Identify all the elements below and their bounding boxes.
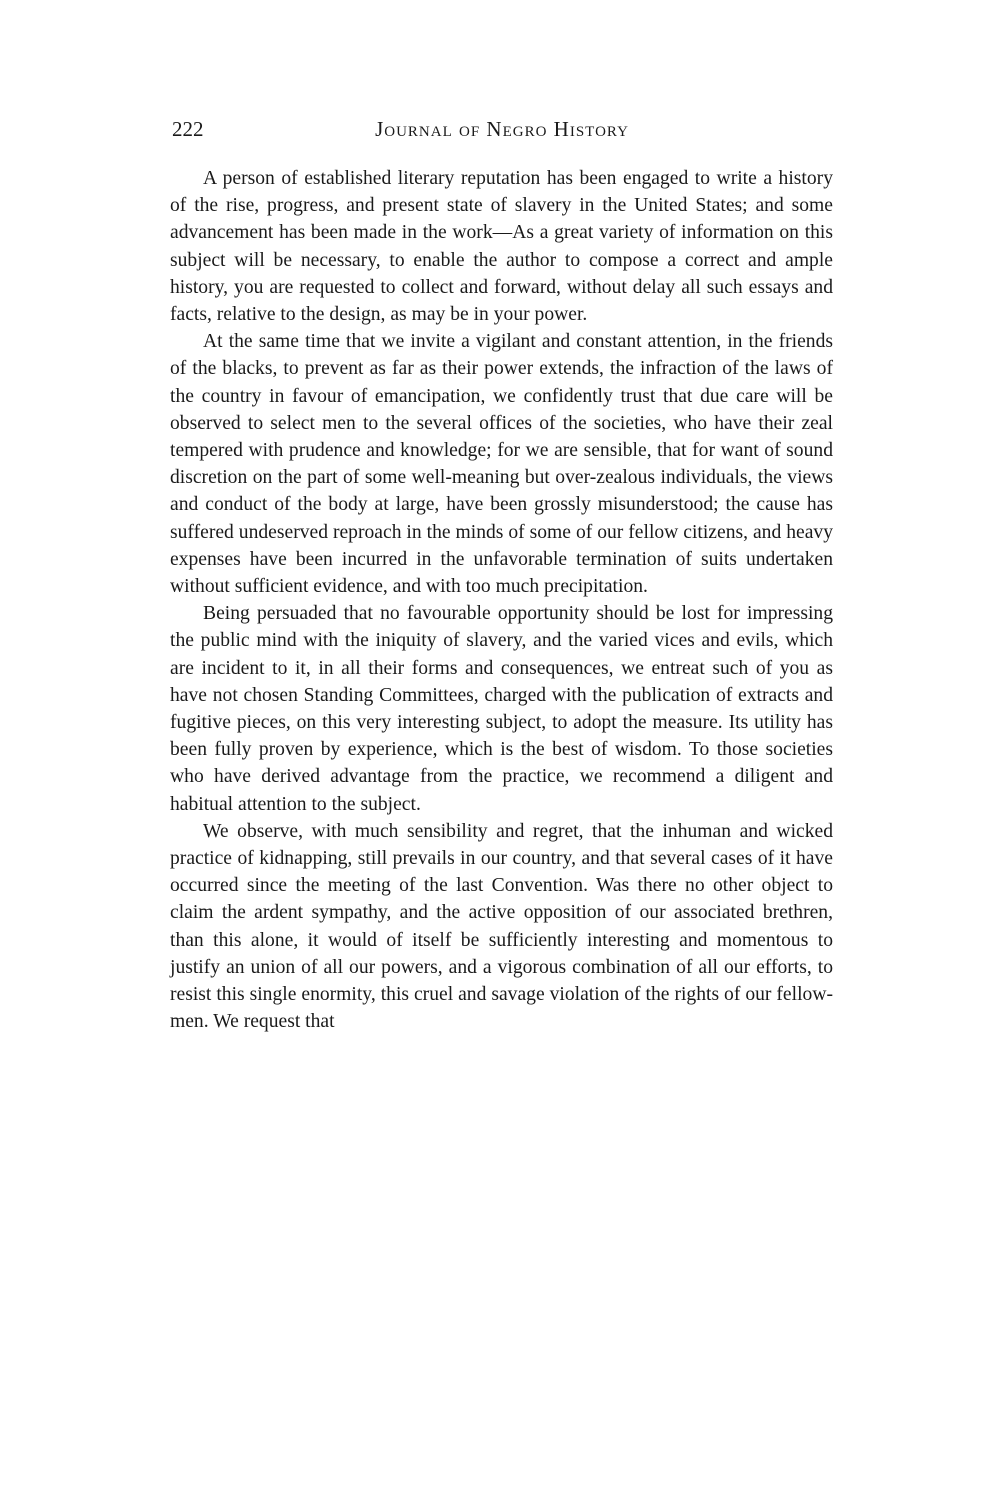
page-number: 222 bbox=[172, 117, 204, 141]
paragraph: We observe, with much sensibility and regret, that the inhuman and wicked practice of kidnapping, still prevails in our country, and that several cases of it have occurred since the meeting of the last Convention. Was there no other object to claim the ardent sympathy, and the active opposition of our associated brethren, than this alone, it would of itself be sufficiently interesting and momentous to justify an union of all our powers, and a vigorous combination of all our efforts, to resist this single enormity, this cruel and savage violation of the rights of our fellow-men. We request that bbox=[170, 820, 833, 1033]
paragraph: A person of established literary reputation has been engaged to write a history of the rise, progress, and present state of slavery in the United States; and some advancement has been made in the work—As a great variety of information on this subject will be necessary, to enable the author to compose a correct and ample history, you are requested to collect and forward, without delay all such essays and facts, relative to the design, as may be in your power. bbox=[170, 168, 833, 326]
body-text bbox=[170, 165, 833, 1036]
running-head bbox=[172, 114, 832, 144]
journal-title: Journal of Negro History bbox=[375, 117, 629, 141]
paragraph: Being persuaded that no favourable opportunity should be lost for impressing the public mind with the iniquity of slavery, and the varied vices and evils, which are incident to it, in all their forms and consequences, we entreat such of you as have not chosen Standing Committees, charged with the publication of extracts and fugitive pieces, on this very interesting subject, to adopt the measure. Its utility has been fully proven by experience, which is the best of wisdom. To those societies who have derived advantage from the practice, we recommend a diligent and habitual attention to the subject. bbox=[170, 603, 833, 815]
paragraph: At the same time that we invite a vigilant and constant attention, in the friends of the blacks, to prevent as far as their power extends, the infraction of the laws of the country in favour of emancipation, we confidently trust that due care will be observed to select men to the several offices of the societies, who have their zeal tempered with prudence and knowledge; for we are sensible, that for want of sound discretion on the part of some well-meaning but over-zealous individuals, the views and conduct of the body at large, have been grossly misunderstood; the cause has suffered undeserved reproach in the minds of some of our fellow citizens, and heavy expenses have been incurred in the unfavorable termination of suits undertaken without sufficient evidence, and with too much precipitation. bbox=[170, 331, 833, 598]
